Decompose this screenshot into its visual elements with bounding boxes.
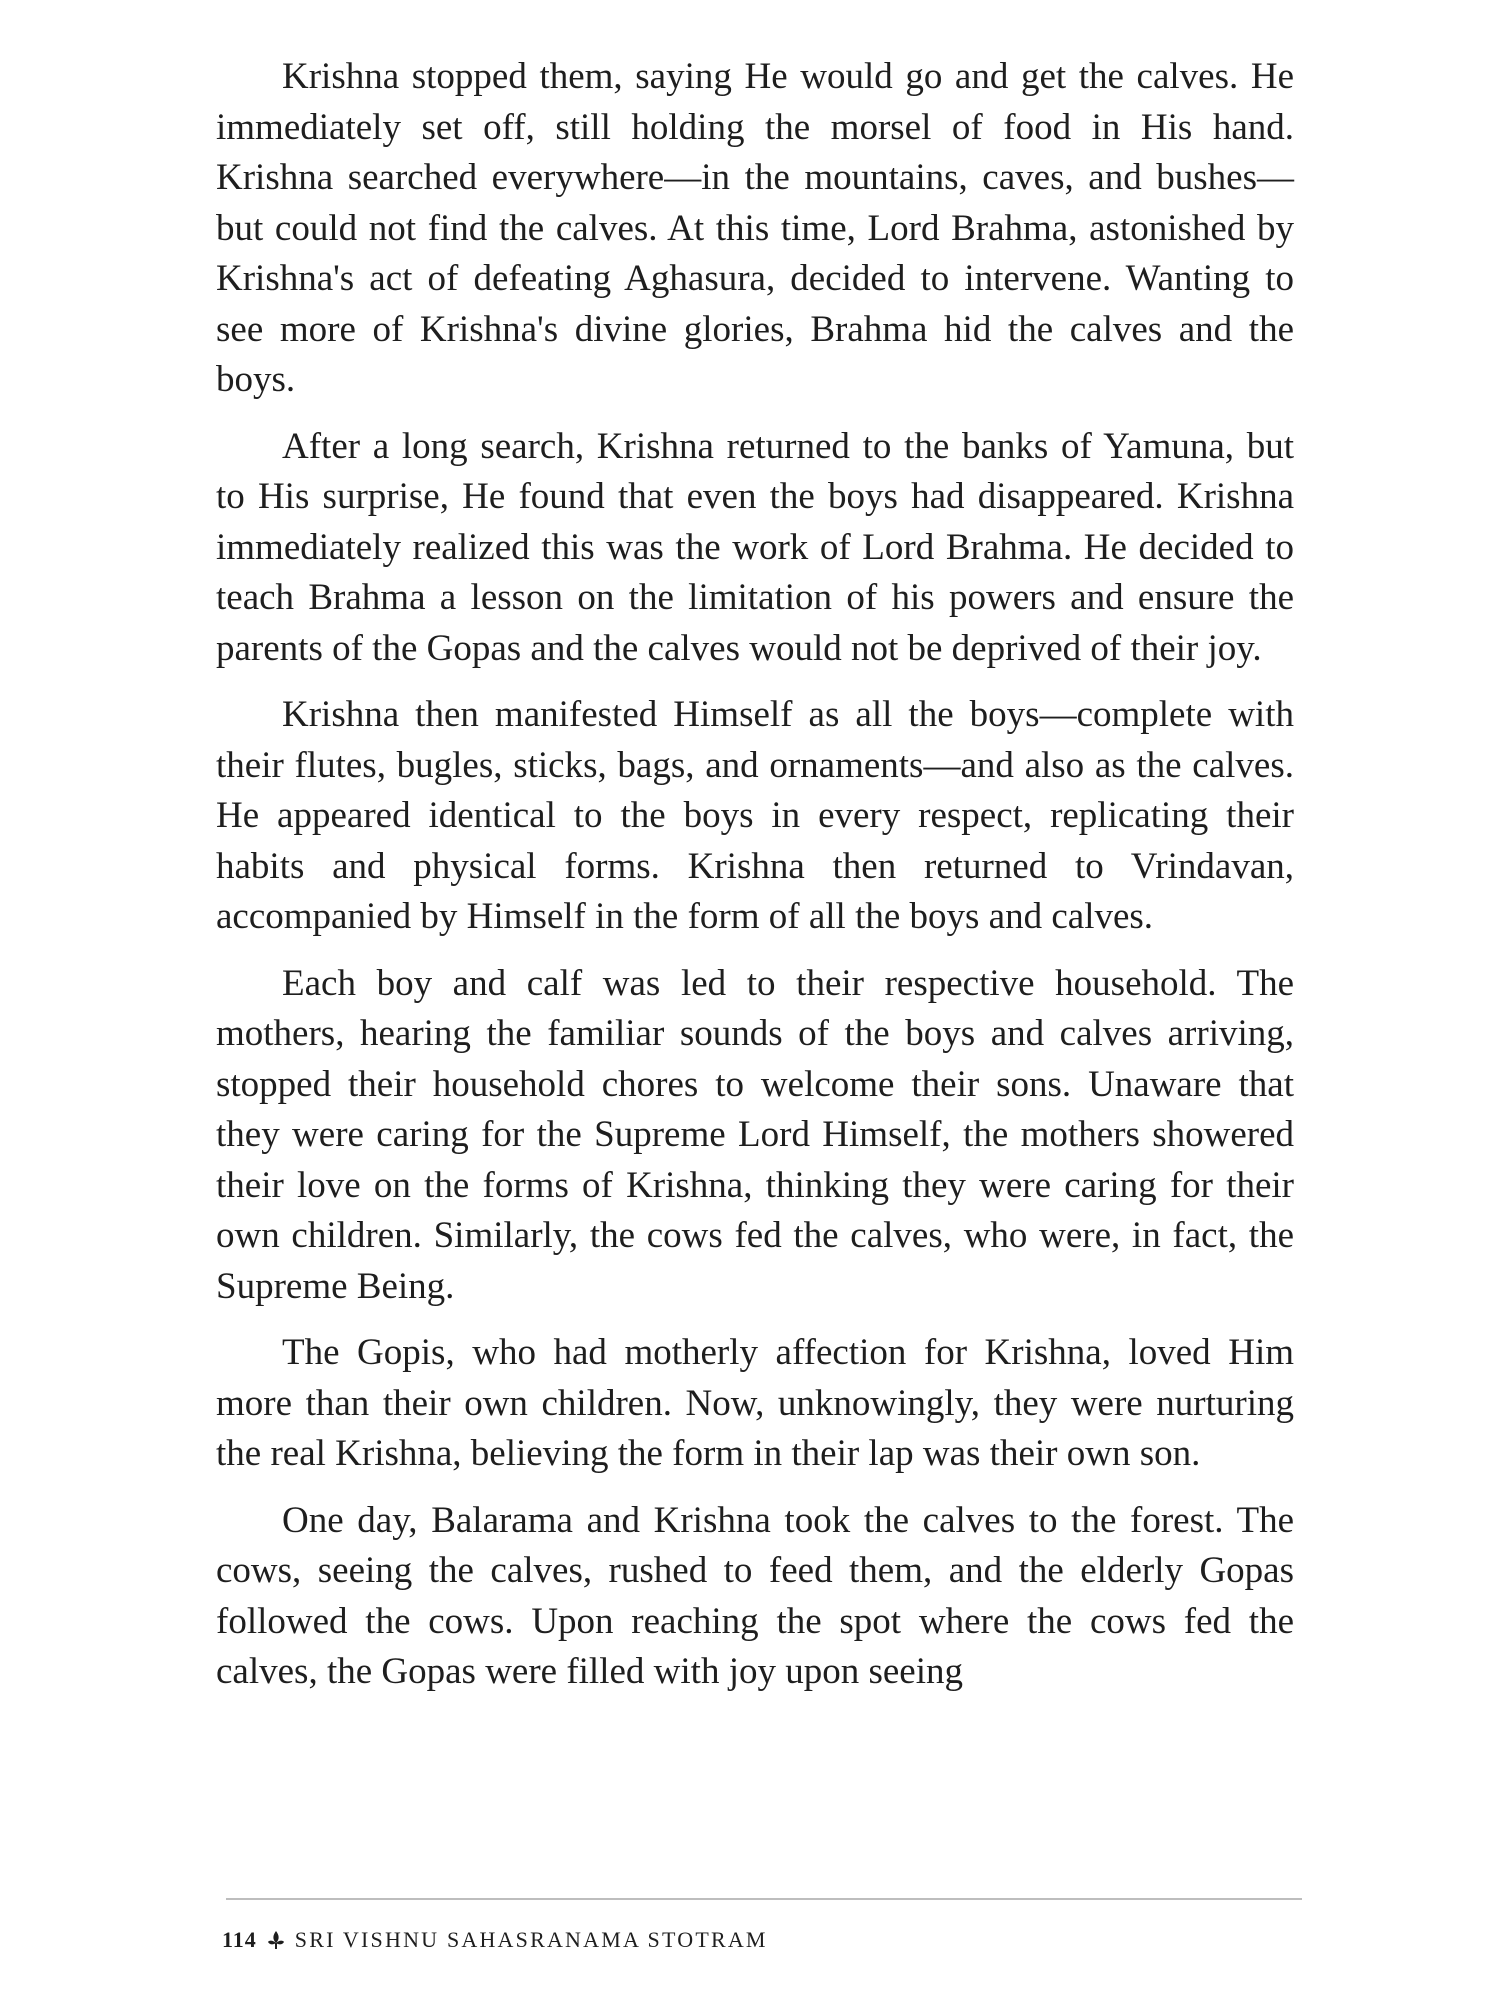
paragraph: Krishna then manifested Himself as all the boys—complete with their flutes, bugles, sticks, bags, and ornaments—and also as the calves. He appeared identical to the boys in every respect, replicating their habits and physical forms. Krishna then returned to Vrindavan, accompanied by Himself in the form of all the boys and calves.: [216, 694, 1294, 937]
body-text: [216, 52, 1294, 1714]
paragraph: After a long search, Krishna returned to the banks of Yamuna, but to His surprise, He found that even the boys had disappeared. Krishna immediately realized this was the work of Lord Brahma. He decided to teach Brahma a lesson on the limitation of his powers and ensure the parents of the Gopas and the calves would not be deprived of their joy.: [216, 425, 1294, 669]
lotus-ornament-icon: [267, 1930, 285, 1950]
page-number: 114: [222, 1927, 257, 1952]
page-footer: [222, 1922, 768, 1958]
paragraph: Krishna stopped them, saying He would go and get the calves. He immediately set off, still holding the morsel of food in His hand. Krishna searched everywhere—in the mountains, caves, and bushes—but could not find the calves. At this time, Lord Brahma, astonished by Krishna's act of defeating Aghasura, decided to intervene. Wanting to see more of Krishna's divine glories, Brahma hid the calves and the boys.: [216, 56, 1294, 400]
paragraph: Each boy and calf was led to their respective household. The mothers, hearing the familiar sounds of the boys and calves arriving, stopped their household chores to welcome their sons. Unaware that they were caring for the Supreme Lord Himself, the mothers showered their love on the forms of Krishna, thinking they were caring for their own children. Similarly, the cows fed the calves, who were, in fact, the Supreme Being.: [216, 962, 1294, 1307]
running-title: SRI VISHNU SAHASRANAMA STOTRAM: [294, 1927, 768, 1952]
paragraph: The Gopis, who had motherly affection for Krishna, loved Him more than their own children. Now, unknowingly, they were nurturing the real Krishna, believing the form in their lap was their own son.: [216, 1332, 1294, 1474]
footer-rule: [226, 1898, 1302, 1900]
paragraph: One day, Balarama and Krishna took the calves to the forest. The cows, seeing the calves, rushed to feed them, and the elderly Gopas followed the cows. Upon reaching the spot where the cows fed the calves, the Gopas were filled with joy upon seeing: [216, 1499, 1294, 1692]
